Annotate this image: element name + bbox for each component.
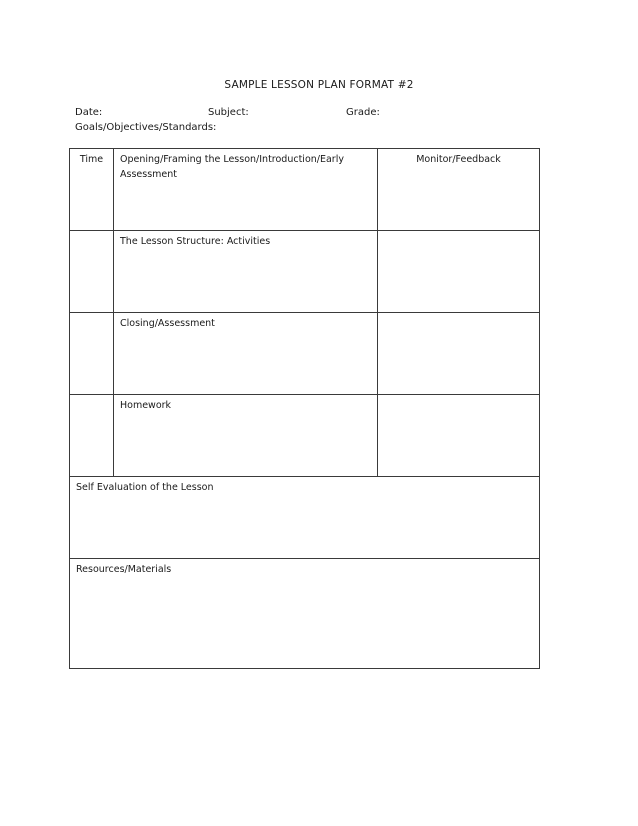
table-row-closing: [70, 313, 540, 395]
self-evaluation-label: Self Evaluation of the Lesson: [70, 477, 540, 559]
monitor-cell: [378, 395, 540, 477]
lesson-structure-label: The Lesson Structure: Activities: [114, 231, 378, 313]
resources-materials-label: Resources/Materials: [70, 559, 540, 669]
subject-label: Subject:: [208, 107, 249, 118]
table-row-structure: [70, 231, 540, 313]
goals-label: Goals/Objectives/Standards:: [75, 122, 217, 133]
opening-section-label: Opening/Framing the Lesson/Introduction/Early Assessment: [114, 149, 378, 231]
lesson-plan-table: [69, 148, 540, 669]
time-cell: [70, 395, 114, 477]
table-row-opening: [70, 149, 540, 231]
time-header: Time: [70, 149, 114, 231]
table-row-self-evaluation: [70, 477, 540, 559]
date-label: Date:: [75, 107, 103, 118]
monitor-cell: [378, 231, 540, 313]
monitor-cell: [378, 313, 540, 395]
homework-label: Homework: [114, 395, 378, 477]
time-cell: [70, 231, 114, 313]
time-cell: [70, 313, 114, 395]
closing-assessment-label: Closing/Assessment: [114, 313, 378, 395]
document-title: SAMPLE LESSON PLAN FORMAT #2: [224, 79, 414, 91]
monitor-feedback-header: Monitor/Feedback: [378, 149, 540, 231]
table-row-homework: [70, 395, 540, 477]
table-row-resources: [70, 559, 540, 669]
grade-label: Grade:: [346, 107, 380, 118]
